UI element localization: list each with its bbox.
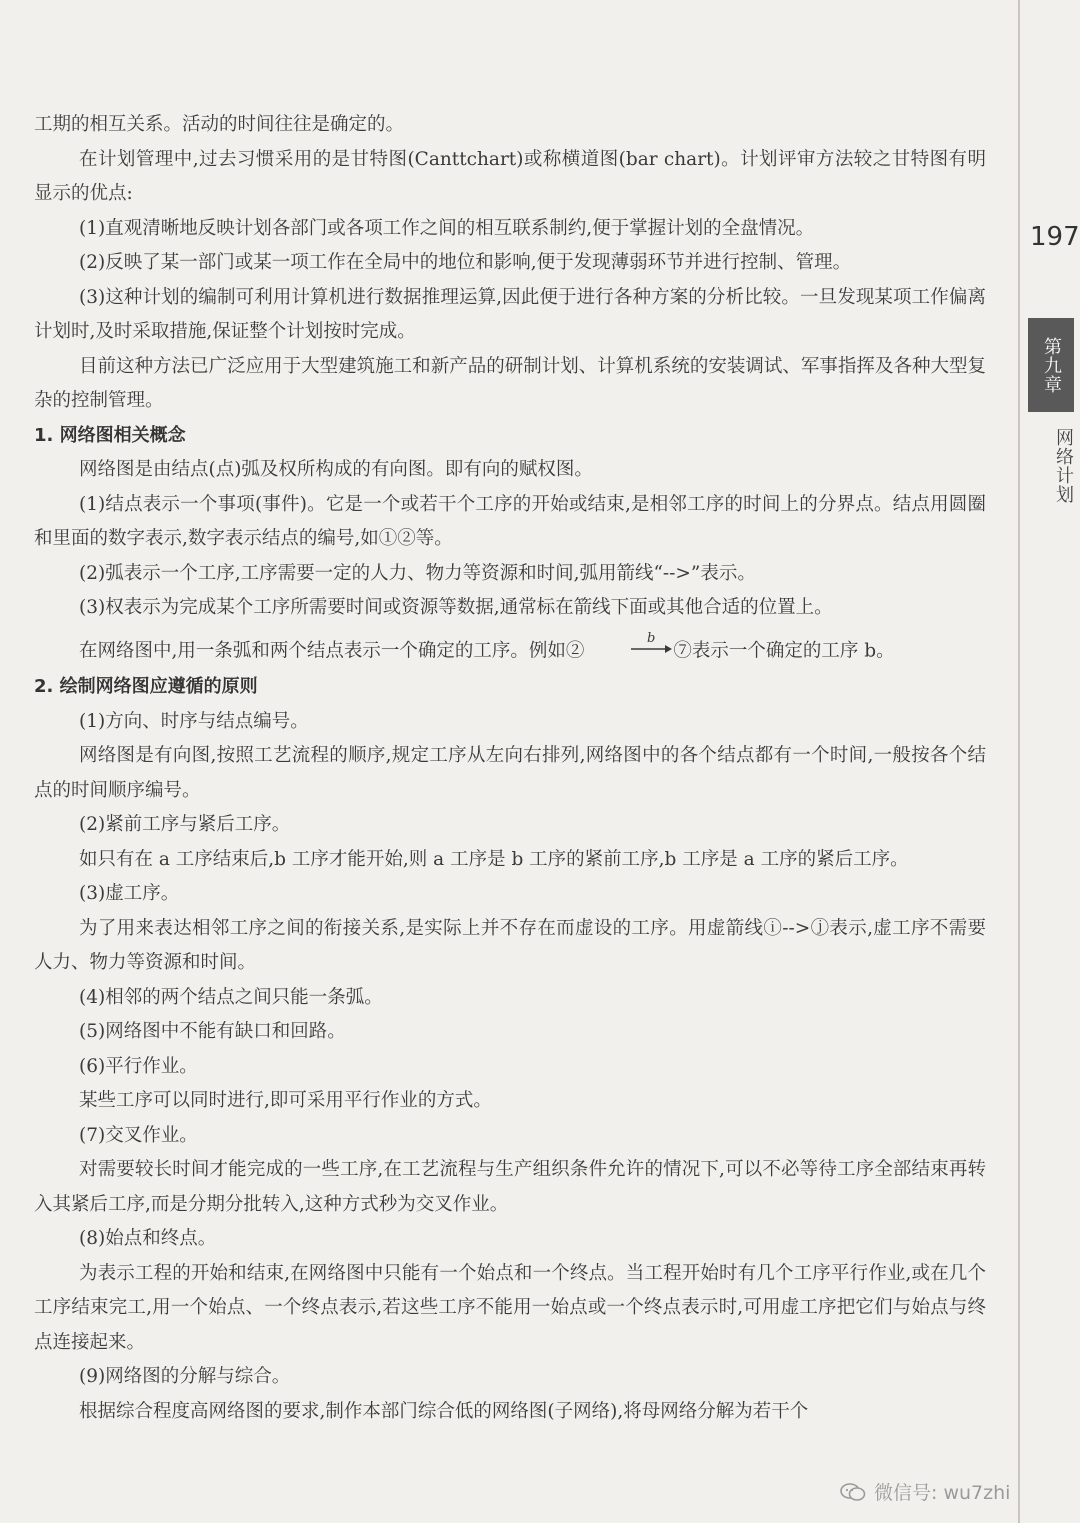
page-body — [34, 108, 986, 1429]
paragraph: (2)反映了某一部门或某一项工作在全局中的地位和影响,便于发现薄弱环节并进行控制、管理。 — [79, 252, 852, 273]
paragraph: (2)弧表示一个工序,工序需要一定的人力、物力等资源和时间,弧用箭线“-->”表示。 — [79, 562, 756, 584]
paragraph: (8)始点和终点。 — [79, 1228, 217, 1249]
chapter-tab: 第九章 — [1028, 318, 1074, 412]
paragraph: 在计划管理中,过去习惯采用的是甘特图(Canttchart)或称横道图(bar chart)。计划评审方法较之甘特图有明显示的优点: — [34, 148, 986, 204]
paragraph: (3)虚工序。 — [79, 883, 180, 904]
paragraph: (2)紧前工序与紧后工序。 — [79, 814, 291, 835]
paragraph: (3)这种计划的编制可利用计算机进行数据推理运算,因此便于进行各种方案的分析比较。一旦发现某项工作偏离计划时,及时采取措施,保证整个计划按时完成。 — [34, 286, 986, 342]
paragraph: 网络图是有向图,按照工艺流程的顺序,规定工序从左向右排列,网络图中的各个结点都有一个时间,一般按各个结点的时间顺序编号。 — [34, 745, 986, 801]
chapter-title: 网络计划 — [1053, 428, 1074, 504]
paragraph: 目前这种方法已广泛应用于大型建筑施工和新产品的研制计划、计算机系统的安装调试、军事指挥及各种大型复杂的控制管理。 — [34, 355, 986, 411]
paragraph: 为表示工程的开始和结束,在网络图中只能有一个始点和一个终点。当工程开始时有几个工序平行作业,或在几个工序结束完工,用一个始点、一个终点表示,若这些工序不能用一始点或一个终点表示时,可用虚工序把它们与始点与终点连接起来。 — [34, 1262, 986, 1353]
arrow-icon — [629, 632, 673, 658]
section-heading: 1. 网络图相关概念 — [34, 424, 186, 446]
paragraph: (7)交叉作业。 — [79, 1124, 198, 1146]
paragraph: (1)直观清晰地反映计划各部门或各项工作之间的相互联系制约,便于掌握计划的全盘情况。 — [79, 217, 815, 239]
section-heading: 2. 绘制网络图应遵循的原则 — [34, 676, 258, 697]
paragraph: (9)网络图的分解与综合。 — [79, 1366, 291, 1387]
paragraph: (4)相邻的两个结点之间只能一条弧。 — [79, 986, 383, 1008]
paragraph-text: ⑦表示一个确定的工序 b。 — [673, 639, 895, 661]
labeled-arrow — [584, 632, 673, 671]
wechat-watermark — [840, 1478, 1010, 1505]
paragraph: 如只有在 a 工序结束后,b 工序才能开始,则 a 工序是 b 工序的紧前工序,b 工序是 a 工序的紧后工序。 — [79, 848, 909, 870]
paragraph: 网络图是由结点(点)弧及权所构成的有向图。即有向的赋权图。 — [79, 459, 593, 480]
paragraph: 某些工序可以同时进行,即可采用平行作业的方式。 — [79, 1090, 492, 1111]
paragraph: (1)结点表示一个事项(事件)。它是一个或若干个工序的开始或结束,是相邻工序的时间上的分界点。结点用圆圈和里面的数字表示,数字表示结点的编号,如①②等。 — [34, 493, 986, 549]
paragraph-text: 在网络图中,用一条弧和两个结点表示一个确定的工序。例如② — [79, 639, 585, 661]
paragraph-with-arrow — [34, 632, 986, 671]
wechat-icon — [840, 1482, 866, 1502]
paragraph: 对需要较长时间才能完成的一些工序,在工艺流程与生产组织条件允许的情况下,可以不必等待工序全部结束再转入其紧后工序,而是分期分批转入,这种方式秒为交叉作业。 — [34, 1159, 986, 1215]
page-number: 197 — [1030, 222, 1080, 252]
paragraph: 工期的相互关系。活动的时间往往是确定的。 — [34, 114, 405, 135]
paragraph: (6)平行作业。 — [79, 1055, 198, 1077]
paragraph: (3)权表示为完成某个工序所需要时间或资源等数据,通常标在箭线下面或其他合适的位置上。 — [79, 597, 833, 618]
paragraph: (5)网络图中不能有缺口和回路。 — [79, 1021, 346, 1042]
paragraph: 为了用来表达相邻工序之间的衔接关系,是实际上并不存在而虚设的工序。用虚箭线ⓘ-->ⓙ表示,虚工序不需要人力、物力等资源和时间。 — [34, 917, 986, 973]
paragraph: 根据综合程度高网络图的要求,制作本部门综合低的网络图(子网络),将母网络分解为若干个 — [79, 1400, 809, 1422]
watermark-text: 微信号: wu7zhi — [874, 1482, 1011, 1504]
paragraph: (1)方向、时序与结点编号。 — [79, 710, 309, 732]
arrow-label: b — [647, 631, 656, 646]
margin-rule — [1018, 0, 1020, 1523]
